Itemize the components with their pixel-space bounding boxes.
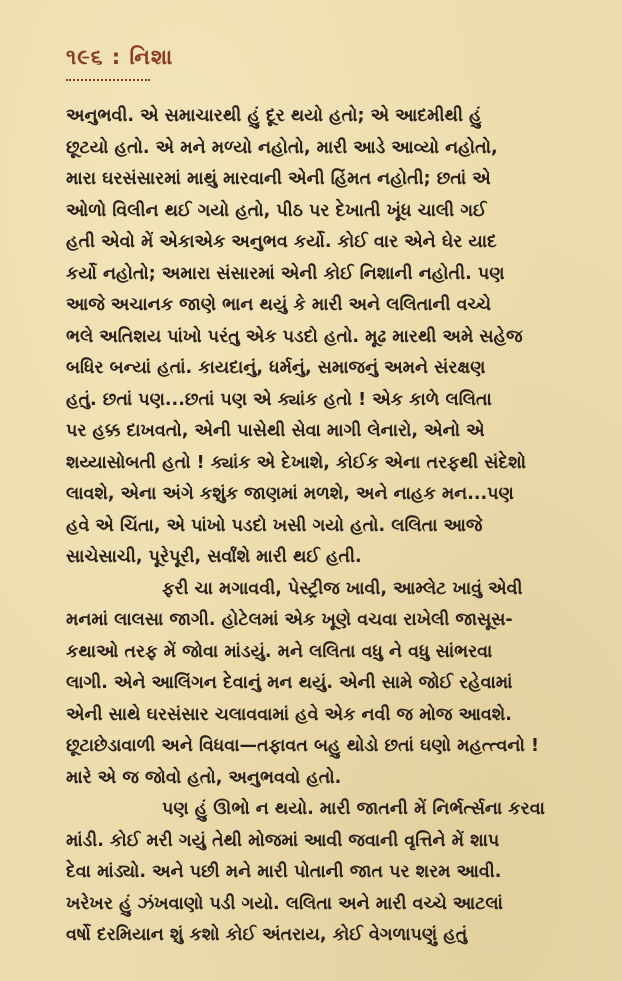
- text-line: ભલે અતિશય પાંખો પરંતુ એક પડદો હતો. મૂઢ મારથી અમે સહેજ: [66, 326, 523, 347]
- text-line: ખરેખર હું ઝંખવાણો પડી ગયો. લલિતા અને મારી વચ્ચે આટલાં: [66, 893, 503, 914]
- running-title: નિશા: [129, 45, 174, 69]
- text-line: છૂટયો હતો. એ મને મળ્યો નહોતો, મારી આડે આવ્યો નહોતો,: [66, 137, 498, 158]
- paragraph-1: [66, 101, 582, 574]
- text-line: અનુભવી. એ સમાચારથી હું દૂર થયો હતો; એ આદમીથી હું: [66, 106, 482, 126]
- text-line: મારા ઘરસંસારમાં માથું મારવાની એની હિંમત નહોતી; છતાં એ: [66, 169, 491, 189]
- page-header: [66, 44, 582, 70]
- text-line: પણ હું ઊભો ન થયો. મારી જાતની મેં નિર્ભર્ત્સના કરવા: [162, 799, 545, 819]
- page-number: ૧૯૬: [66, 45, 104, 69]
- text-line: માંડી. કોઈ મરી ગયું તેથી મોજમાં આવી જવાની વૃત્તિને મેં શાપ: [66, 830, 500, 851]
- text-line: કર્યો નહોતો; અમારા સંસારમાં એની કોઈ નિશાની નહોતી. પણ: [66, 263, 505, 284]
- text-line: હવે એ ચિંતા, એ પાંખો પડદો ખસી ગયો હતો. લલિતા આજે: [66, 515, 483, 536]
- text-line: હતી એવો મેં એકાએક અનુભવ કર્યો. કોઈ વાર એને ઘેર યાદ: [66, 232, 497, 252]
- text-line: આજે અચાનક જાણે ભાન થયું કે મારી અને લલિતાની વચ્ચે: [66, 295, 491, 315]
- text-line: લાવશે, એના અંગે કશુંક જાણમાં મળશે, અને નાહક મન...પણ: [66, 484, 514, 504]
- header-separator: :: [111, 45, 122, 69]
- text-line: મારે એ જ જોવો હતો, અનુભવવો હતો.: [66, 767, 342, 788]
- text-line: હતું. છતાં પણ...છતાં પણ એ ક્યાંક હતો ! એક કાળે લલિતા: [66, 389, 492, 410]
- text-line: દેવા માંડ્યો. અને પછી મને મારી પોતાની જાત પર શરમ આવી.: [66, 862, 502, 882]
- text-line: એની સાથે ઘરસંસાર ચલાવવામાં હવે એક નવી જ મોજ આવશે.: [66, 704, 512, 725]
- text-line: પર હક્ક દાખવતો, એની પાસેથી સેવા માગી લેનારો, એનો એ: [66, 421, 485, 441]
- text-line: બધિર બન્યાં હતાં. કાયદાનું, ધર્મનું, સમાજનું અમને સંરક્ષણ: [66, 358, 486, 378]
- text-line: સાચેસાચી, પૂરેપૂરી, સર્વાંશે મારી થઈ હતી.: [66, 547, 362, 567]
- header-underline: [66, 73, 150, 81]
- text-line: લાગી. એને આલિંગન દેવાનું મન થયું. એની સામે જોઈ રહેવામાં: [66, 673, 513, 693]
- paragraph-2: [66, 574, 582, 795]
- text-line: કથાઓ તરફ મેં જોવા માંડયું. મને લલિતા વધુ ને વધુ સાંભરવા: [66, 641, 493, 662]
- text-line: છૂટાછેડાવાળી અને વિધવા—તફાવત બહુ થોડો છતાં ઘણો મહત્ત્વનો !: [66, 736, 539, 756]
- paragraph-3: [66, 794, 582, 952]
- text-line: શય્યાસોબતી હતો ! ક્યાંક એ દેખાશે, કોઈક એના તરફથી સંદેશો: [66, 452, 527, 473]
- text-line: વર્ષો દરમિયાન શું કશો કોઈ અંતરાય, કોઈ વેગળાપણું હતું: [66, 925, 468, 945]
- text-line: મનમાં લાલસા જાગી. હોટેલમાં એક ખૂણે વચવા રાખેલી જાસૂસ-: [66, 610, 513, 630]
- text-line: ઓળો વિલીન થઈ ગયો હતો, પીઠ પર દેખાતી ખૂંધ ચાલી ગઈ: [66, 200, 487, 221]
- text-line: ફરી ચા મગાવવી, પેસ્ટ્રીજ ખાવી, આમ્લેટ ખાવું એવી: [162, 578, 523, 599]
